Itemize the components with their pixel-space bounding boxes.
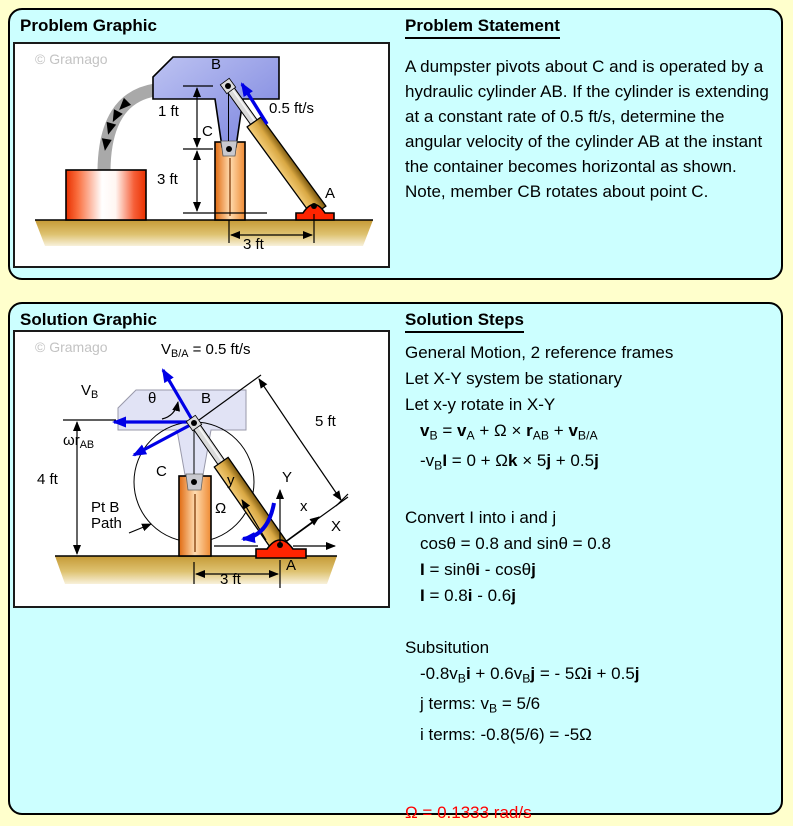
solution-step-line: I = 0.8i - 0.6j [420,585,516,605]
solution-step-line: $-0.8v_Bi + 0.6v_Bj$ = - 5Ωi + 0.5j [420,663,640,686]
solution-panel [8,302,783,822]
solution-step-line: I = sinθi - cosθj [420,559,536,579]
solution-steps-list [405,340,783,826]
step-spacer [405,748,783,774]
solution-result: Ω = 0.1333 rad/s [405,802,532,822]
ground [35,220,373,246]
solution-step-line: j terms: $v_B = 5/6$ [420,694,541,716]
problem-graphic-title: Problem Graphic [20,16,157,35]
point-a-label: A [325,185,336,202]
omega-label: Ω [215,500,227,517]
solution-steps-title: Solution Steps [405,310,524,333]
X-axis-label: X [331,518,342,535]
dim-1ft-label: 1 ft [158,103,179,120]
watermark: © Gramago [35,51,108,67]
problem-statement-title: Problem Statement [405,16,560,39]
problem-diagram [15,44,388,266]
container [66,170,146,220]
solution-step-line: $-v_BI = 0 + \Omega k \times 5j + 0.5j$ [420,451,599,473]
step-spacer [405,479,783,505]
dim-3ft-h-label: 3 ft [243,236,264,253]
dim-3ft-label: 3 ft [220,571,241,588]
solution-step-line: cosθ = 0.8 and sinθ = 0.8 [420,533,611,553]
theta-label: θ [148,390,157,407]
vba-label: $V_{B/A} = 0.5$ ft/s [161,341,251,361]
watermark: © Gramago [35,339,108,355]
point-a-label: A [286,557,297,574]
dump-chute [100,90,155,170]
solution-step-line: i terms: -0.8(5/6) = -5Ω [420,724,592,744]
y-axis-label: y [227,472,235,489]
rate-label: 0.5 ft/s [269,100,315,117]
dim-4ft-label: 4 ft [37,471,58,488]
problem-panel [8,8,783,280]
dim-5ft-label: 5 ft [315,413,336,430]
wrab-label: $\omega r_{AB}$ [63,432,95,452]
solution-step-line: General Motion, 2 reference frames [405,343,674,362]
solution-diagram [15,332,388,606]
problem-statement-text: A dumpster pivots about C and is operated by a hydraulic cylinder AB. If the cylinder is extending at a constant rate of 0.5 ft/s, determine the angular velocity of the cylinder AB at the instant the container becomes horizontal as shown. Note, member CB rotates about point C. [405,57,769,201]
point-b-label: B [211,56,222,73]
vb-label: $V_B$ [81,382,99,402]
dim-3ft-v-label: 3 ft [157,171,178,188]
point-b-label: B [201,390,212,407]
solution-step-line: Let X-Y system be stationary [405,369,623,388]
solution-step-line: Let x-y rotate in X-Y [405,395,556,414]
solution-step-line: $v_B = v_A + \Omega \times r_{AB} + v_{B/A}$ [420,421,598,443]
solution-graphic-title: Solution Graphic [20,310,157,329]
solution-step-line: Subsitution [405,637,490,657]
point-c-label: C [202,123,213,140]
x-axis-label: x [300,498,308,515]
Y-axis-label: Y [282,469,293,486]
step-spacer [405,774,783,800]
solution-graphic [13,330,390,608]
solution-step-line: Convert I into i and j [405,507,557,527]
point-c-label: C [156,463,167,480]
problem-graphic [13,42,390,268]
step-spacer [405,609,783,635]
path-label: Pt B Path [91,499,122,532]
